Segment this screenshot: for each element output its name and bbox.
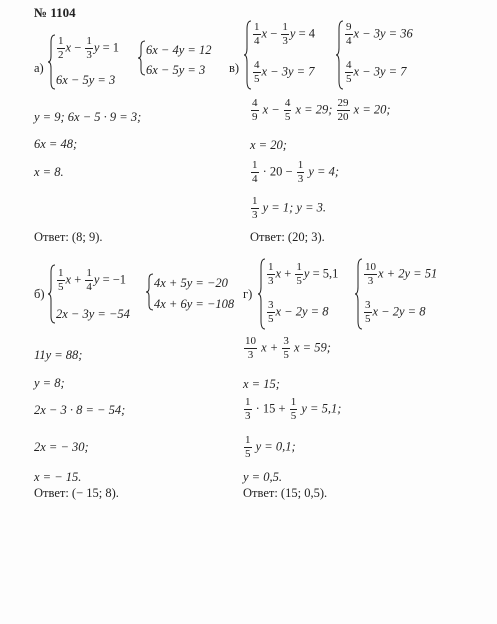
brace-icon [138,40,146,76]
part-a-answer: Ответ: (8; 9). [34,230,103,244]
part-a-label: а) [34,61,44,75]
part-b-step-2: y = 8; [34,376,65,390]
part-a-step-1: y = 9; 6x − 5 · 9 = 3; [34,110,142,124]
part-b-step-5: x = − 15. [34,470,82,484]
brace-icon [146,273,154,311]
part-a-step-3: x = 8. [34,165,64,179]
part-b-system-2: 4x + 5y = −20 4x + 6y = −108 [146,273,246,313]
brace-icon [244,20,252,90]
part-v-step-3: $\frac{1}{4}$ · 20 − $\frac{1}{3}$ y = 4; [252,159,339,185]
part-v-system-1: $\frac{1}{4}$ x − $\frac{1}{3}$ y = 4 $\frac{4}{5}$ x − 3y = 7 [244,20,344,90]
part-g-step-5: y = 0,5. [243,470,282,484]
brace-icon [355,258,363,330]
part-g-step-1: $\frac{10}{3}$ x + $\frac{3}{5}$ x = 59; [245,335,331,361]
part-g-step-3: $\frac{1}{3}$ · 15 + $\frac{1}{5}$ y = 5,1; [245,396,342,422]
part-b-step-4: 2x = − 30; [34,440,89,454]
part-v-answer: Ответ: (20; 3). [250,230,325,244]
part-b-step-1: 11y = 88; [34,348,83,362]
part-g-step-2: x = 15; [243,377,280,391]
brace-icon [48,264,56,324]
part-b-system-1: $\frac{1}{5}$ x + $\frac{1}{4}$ y = −1 2x − 3y = −54 [48,264,148,324]
brace-icon [336,20,344,90]
part-a-system-2: 6x − 4y = 12 6x − 5y = 3 [138,40,223,82]
part-g-step-4: $\frac{1}{5}$ y = 0,1; [245,434,296,460]
part-v-step-4: $\frac{1}{3}$ y = 1; y = 3. [252,195,327,221]
part-a-system-1: $\frac{1}{2}$ x − $\frac{1}{3}$ y = 1 6x − 5y = 3 [48,34,138,90]
brace-icon [258,258,266,330]
part-b-answer: Ответ: (− 15; 8). [34,486,119,500]
part-v-step-1: $\frac{4}{9}$ x − $\frac{4}{5}$ x = 29; $\frac{29}{20}$ x = 20; [252,97,391,123]
part-v-step-2: x = 20; [250,138,287,152]
part-b-step-3: 2x − 3 · 8 = − 54; [34,403,126,417]
part-g-system-1: $\frac{1}{3}$ x + $\frac{1}{5}$ y = 5,1 $\frac{3}{5}$ x − 2y = 8 [258,258,358,330]
part-b-label: б) [34,287,45,301]
problem-number: № 1104 [34,5,76,20]
brace-icon [48,34,56,90]
part-a-step-2: 6x = 48; [34,137,78,151]
part-v-label: в) [229,61,240,75]
part-v-system-2: $\frac{9}{4}$ x − 3y = 36 $\frac{4}{5}$ x − 3y = 7 [336,20,436,90]
part-g-system-2: $\frac{10}{3}$ x + 2y = 51 $\frac{3}{5}$ x − 2y = 8 [355,258,465,330]
part-g-answer: Ответ: (15; 0,5). [243,486,328,500]
part-g-label: г) [243,287,253,301]
